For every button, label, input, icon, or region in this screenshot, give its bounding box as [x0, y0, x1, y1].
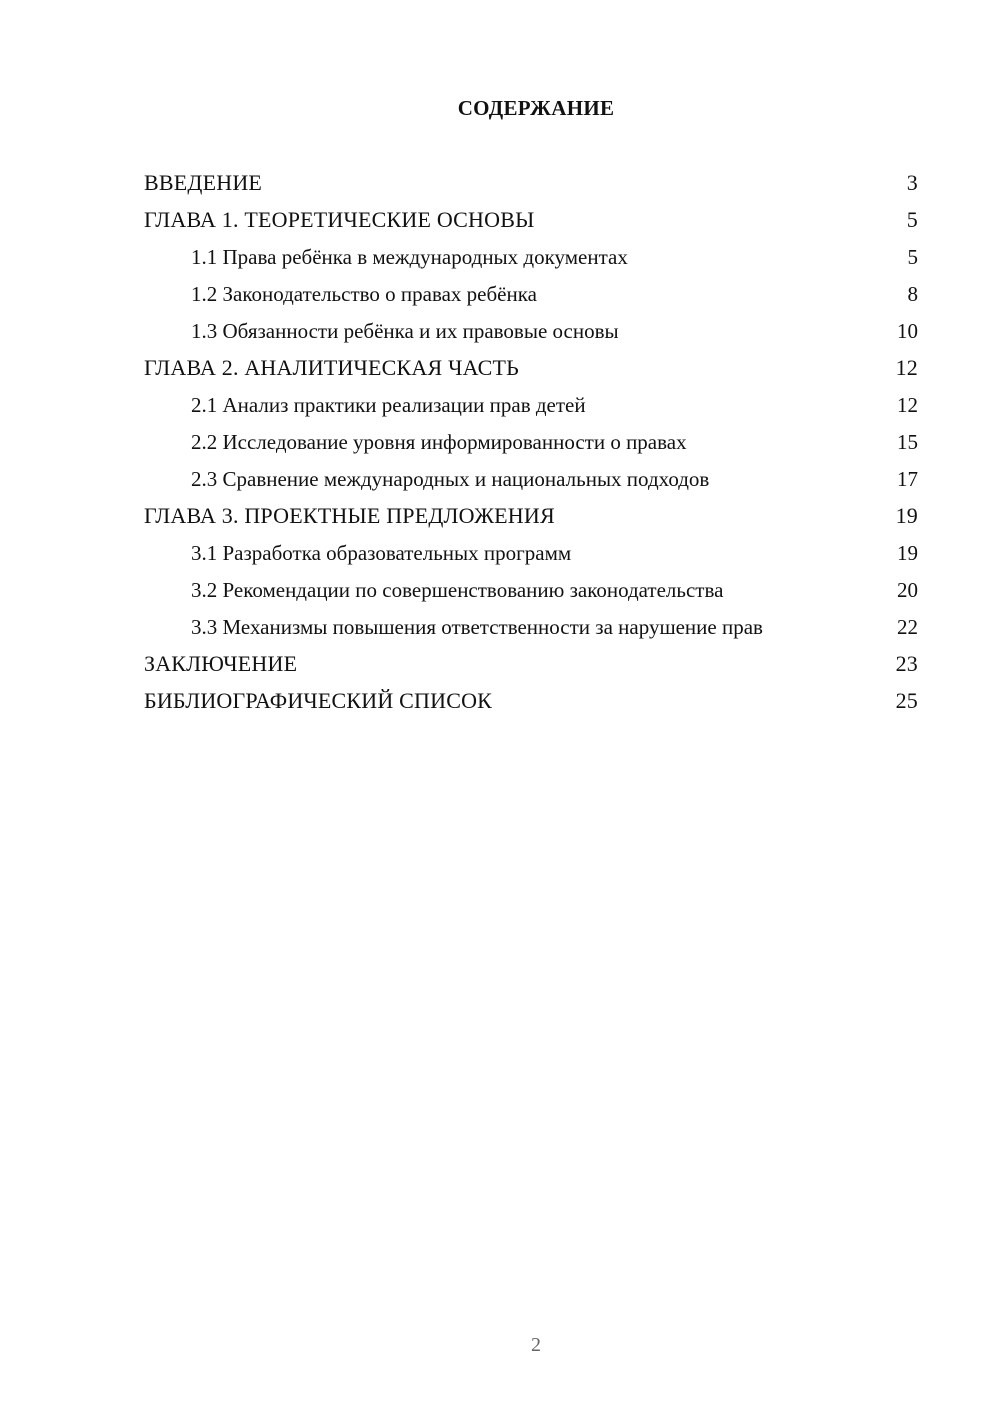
toc-entry-page: 12 — [895, 355, 918, 380]
toc-entry-label: 1.3 Обязанности ребёнка и их правовые основы — [191, 319, 619, 343]
toc-entry — [144, 281, 918, 307]
toc-entry-page: 12 — [897, 393, 918, 417]
toc-entry-label: 2.2 Исследование уровня информированности о правах — [191, 430, 687, 454]
toc-entry — [144, 244, 918, 270]
toc-entry-label: ЗАКЛЮЧЕНИЕ — [144, 651, 298, 676]
toc-entry-label: ГЛАВА 3. ПРОЕКТНЫЕ ПРЕДЛОЖЕНИЯ — [144, 503, 555, 528]
toc-entry — [144, 429, 918, 455]
toc-entry-page: 19 — [897, 541, 918, 565]
toc-entry-page: 3 — [906, 170, 918, 195]
toc-entry — [144, 392, 918, 418]
toc-entry-label: 1.2 Законодательство о правах ребёнка — [191, 282, 537, 306]
toc-entry-page: 19 — [895, 503, 918, 528]
toc-entry-page: 23 — [895, 651, 918, 676]
toc-entry — [144, 466, 918, 492]
toc-entry-page: 22 — [897, 615, 918, 639]
toc-entry-page: 5 — [907, 245, 918, 269]
page-title: СОДЕРЖАНИЕ — [457, 96, 615, 120]
toc-entry-page: 25 — [895, 688, 918, 713]
toc-entry-label: 3.3 Механизмы повышения ответственности за нарушение прав — [191, 615, 763, 639]
toc-entry — [144, 577, 918, 603]
toc-entry-label: 2.1 Анализ практики реализации прав детей — [191, 393, 586, 417]
toc-entry — [144, 614, 918, 640]
toc-entry-label: 2.3 Сравнение международных и национальных подходов — [191, 467, 710, 491]
toc-entry — [144, 170, 918, 196]
toc-entry-page: 10 — [897, 319, 918, 343]
toc-entry — [144, 318, 918, 344]
toc-entry-page: 20 — [897, 578, 918, 602]
toc-entry — [144, 503, 918, 529]
toc-entry-page: 17 — [897, 467, 918, 491]
toc-entry — [144, 688, 918, 714]
toc-entry-page: 8 — [907, 282, 918, 306]
toc-entry-label: БИБЛИОГРАФИЧЕСКИЙ СПИСОК — [144, 688, 493, 713]
toc-entry-label: ГЛАВА 1. ТЕОРЕТИЧЕСКИЕ ОСНОВЫ — [144, 207, 535, 232]
toc-entry-page: 5 — [906, 207, 918, 232]
toc-entry-page: 15 — [897, 430, 918, 454]
toc-entry — [144, 651, 918, 677]
toc-entry-label: 3.1 Разработка образовательных программ — [191, 541, 572, 565]
toc-entry — [144, 540, 918, 566]
toc-entry-label: 1.1 Права ребёнка в международных документах — [191, 245, 628, 269]
toc-entry-label: ВВЕДЕНИЕ — [144, 170, 263, 195]
page-number: 2 — [531, 1334, 541, 1356]
toc-entry-label: ГЛАВА 2. АНАЛИТИЧЕСКАЯ ЧАСТЬ — [144, 355, 519, 380]
toc-entry — [144, 355, 918, 381]
toc-entry — [144, 207, 918, 233]
table-of-contents — [144, 170, 918, 725]
toc-entry-label: 3.2 Рекомендации по совершенствованию законодательства — [191, 578, 724, 602]
